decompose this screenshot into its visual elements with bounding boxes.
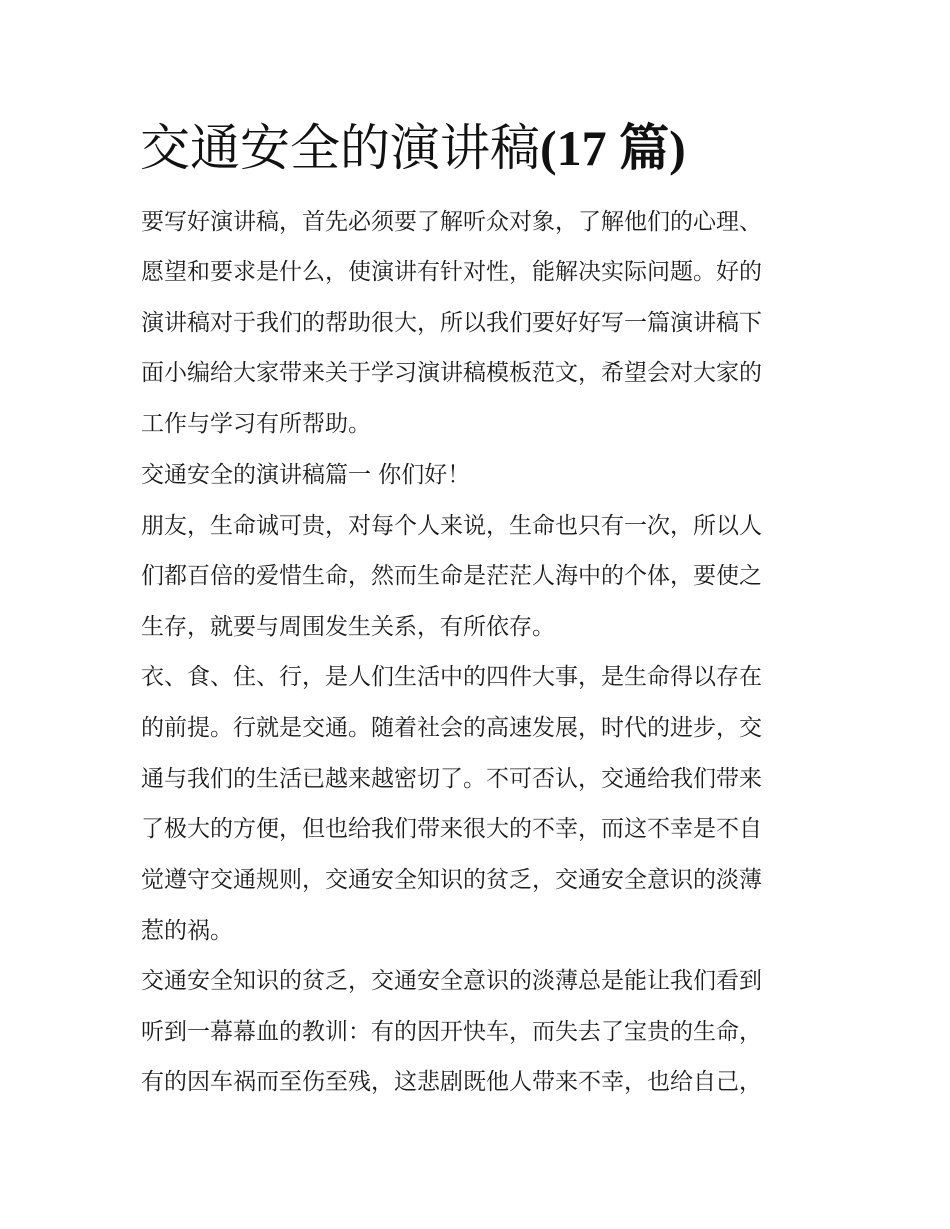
paragraph-line: 觉遵守交通规则，交通安全知识的贫乏，交通安全意识的淡薄 bbox=[141, 867, 762, 893]
paragraph-line: 演讲稿对于我们的帮助很大，所以我们要好好写一篇演讲稿下 bbox=[141, 310, 762, 336]
title-suffix: (17 篇) bbox=[540, 120, 686, 176]
paragraph-line: 衣、食、住、行，是人们生活中的四件大事，是生命得以存在 bbox=[141, 664, 762, 690]
paragraph-line: 愿望和要求是什么，使演讲有针对性，能解决实际问题。好的 bbox=[141, 259, 762, 285]
title-main: 交通安全的演讲稿 bbox=[140, 119, 540, 177]
paragraph-line: 的前提。行就是交通。随着社会的高速发展，时代的进步，交 bbox=[141, 715, 762, 741]
paragraph-line: 了极大的方便，但也给我们带来很大的不幸，而这不幸是不自 bbox=[141, 816, 762, 842]
paragraph-line: 交通安全知识的贫乏，交通安全意识的淡薄总是能让我们看到 bbox=[141, 968, 762, 994]
page-title bbox=[140, 118, 686, 178]
paragraph-line: 生存，就要与周围发生关系，有所依存。 bbox=[141, 614, 555, 640]
paragraph-line: 有的因车祸而至伤至残，这悲剧既他人带来不幸，也给自己， bbox=[141, 1069, 762, 1095]
paragraph-line: 要写好演讲稿，首先必须要了解听众对象，了解他们的心理、 bbox=[141, 209, 762, 235]
paragraph-line: 通与我们的生活已越来越密切了。不可否认，交通给我们带来 bbox=[141, 766, 762, 792]
paragraph-line: 朋友，生命诚可贵，对每个人来说，生命也只有一次，所以人 bbox=[141, 513, 762, 539]
paragraph-line: 惹的祸。 bbox=[141, 918, 233, 944]
paragraph-line: 工作与学习有所帮助。 bbox=[141, 411, 371, 437]
section-heading-line: 交通安全的演讲稿篇一 你们好！ bbox=[141, 462, 471, 488]
paragraph-line: 们都百倍的爱惜生命，然而生命是茫茫人海中的个体，要使之 bbox=[141, 563, 762, 589]
paragraph-line: 听到一幕幕血的教训：有的因开快车，而失去了宝贵的生命， bbox=[141, 1019, 762, 1045]
paragraph-line: 面小编给大家带来关于学习演讲稿模板范文，希望会对大家的 bbox=[141, 360, 762, 386]
